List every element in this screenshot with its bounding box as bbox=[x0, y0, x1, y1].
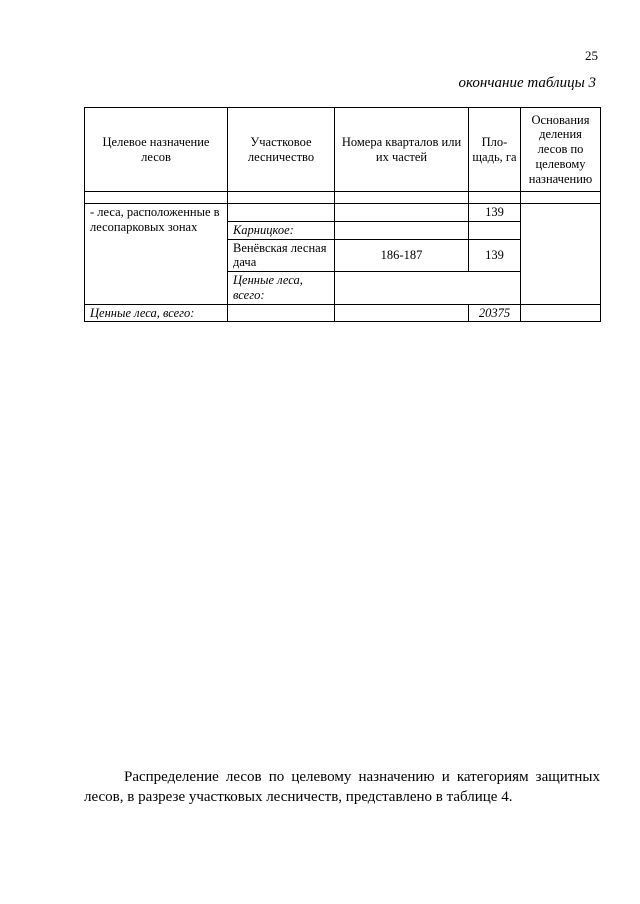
park-veny-area-cell: 139 bbox=[469, 239, 521, 272]
park-veny-forestry-cell: Венёвская лесная дача bbox=[228, 239, 335, 272]
header-area: Пло-щадь, га bbox=[469, 108, 521, 192]
park-veny-blocks-cell: 186-187 bbox=[335, 239, 469, 272]
park-purpose-cell: - леса, расположенные в лесопарковых зонах bbox=[85, 204, 228, 305]
header-purpose: Целевое назначение лесов bbox=[85, 108, 228, 192]
table-row bbox=[85, 204, 601, 222]
park-total-cell: 139 bbox=[469, 204, 521, 222]
spacer-row bbox=[85, 192, 601, 204]
header-forestry: Участковое лесничество bbox=[228, 108, 335, 192]
table-row bbox=[85, 304, 601, 322]
header-blocks: Номера кварталов или их частей bbox=[335, 108, 469, 192]
valuable-total-cell: 20375 bbox=[469, 304, 521, 322]
valuable-label-cell: Ценные леса, всего: bbox=[228, 272, 335, 305]
park-karnitskoe-cell: Карницкое: bbox=[228, 221, 335, 239]
valuable-label-cell: Ценные леса, всего: bbox=[85, 304, 228, 322]
header-basis: Основания деления лесов по целевому назначению bbox=[521, 108, 601, 192]
footer-paragraph: Распределение лесов по целевому назначению и категориям защитных лесов, в разрезе участковых лесничеств, представлено в таблице 4. bbox=[84, 769, 600, 805]
table-header-row bbox=[85, 108, 601, 192]
table-caption: окончание таблицы 3 bbox=[458, 75, 596, 91]
forest-purpose-table bbox=[84, 107, 601, 322]
page-number: 25 bbox=[585, 48, 598, 63]
